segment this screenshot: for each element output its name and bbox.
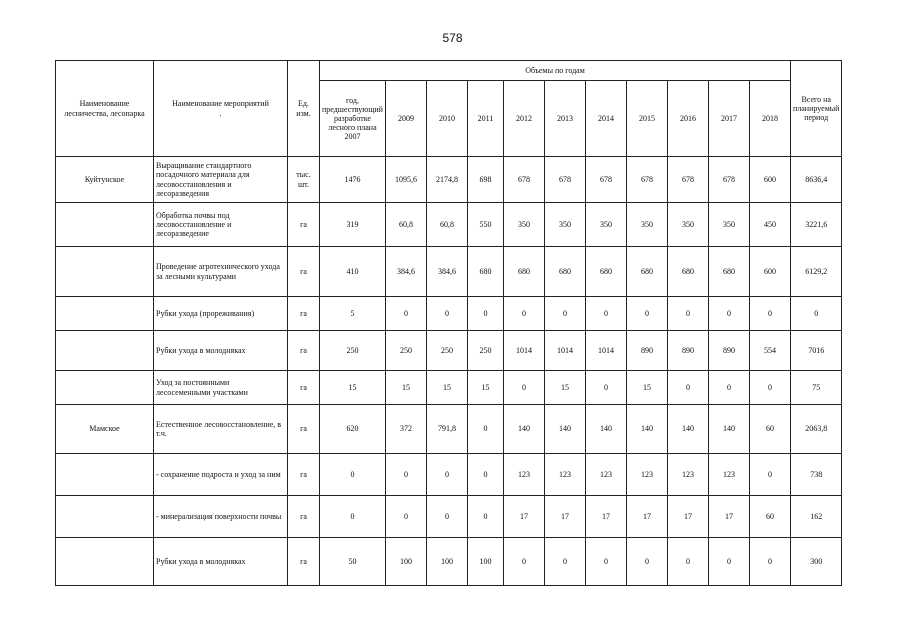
cell-year-value: 0: [426, 496, 467, 538]
cell-year-value: 0: [749, 538, 790, 586]
cell-forestry: [56, 371, 154, 405]
cell-year-value: 2174,8: [426, 157, 467, 203]
cell-activity: Рубки ухода (прореживания): [154, 297, 288, 331]
header-year: 2010: [426, 81, 467, 157]
cell-year-value: 0: [667, 538, 708, 586]
cell-year-value: 0: [544, 538, 585, 586]
cell-year-value: 350: [708, 203, 749, 247]
cell-activity: Проведение агротехнического ухода за лесными культурами: [154, 247, 288, 297]
forestry-plan-table: [55, 60, 842, 586]
cell-year-value: 17: [708, 496, 749, 538]
cell-year-value: 123: [626, 454, 667, 496]
header-year: 2013: [544, 81, 585, 157]
header-year: 2012: [503, 81, 544, 157]
header-base-year: год, предшествующий разработке лесного плана 2007: [320, 81, 386, 157]
cell-year-value: 0: [708, 297, 749, 331]
cell-year-value: 17: [667, 496, 708, 538]
cell-total: 162: [790, 496, 841, 538]
cell-activity: - сохранение подроста и уход за ним: [154, 454, 288, 496]
cell-year-value: 550: [467, 203, 503, 247]
cell-year-value: 0: [467, 405, 503, 454]
cell-year-value: 60,8: [426, 203, 467, 247]
cell-year-value: 140: [626, 405, 667, 454]
cell-base-year: 250: [320, 331, 386, 371]
cell-year-value: 350: [626, 203, 667, 247]
cell-unit: га: [288, 405, 320, 454]
table-row: [56, 247, 842, 297]
cell-year-value: 600: [749, 247, 790, 297]
cell-total: 2063,8: [790, 405, 841, 454]
cell-year-value: 15: [467, 371, 503, 405]
cell-year-value: 0: [749, 371, 790, 405]
cell-year-value: 791,8: [426, 405, 467, 454]
cell-year-value: 890: [626, 331, 667, 371]
cell-unit: га: [288, 454, 320, 496]
table-row: [56, 496, 842, 538]
cell-year-value: 680: [585, 247, 626, 297]
cell-base-year: 1476: [320, 157, 386, 203]
cell-year-value: 17: [626, 496, 667, 538]
table-row: [56, 157, 842, 203]
cell-year-value: 15: [626, 371, 667, 405]
table-row: [56, 405, 842, 454]
cell-year-value: 100: [467, 538, 503, 586]
cell-base-year: 50: [320, 538, 386, 586]
header-year: 2016: [667, 81, 708, 157]
cell-year-value: 15: [544, 371, 585, 405]
cell-unit: га: [288, 538, 320, 586]
header-year: 2011: [467, 81, 503, 157]
cell-year-value: 0: [585, 538, 626, 586]
cell-year-value: 680: [626, 247, 667, 297]
cell-year-value: 123: [503, 454, 544, 496]
header-total: Всего на планируемый период: [790, 61, 841, 157]
cell-forestry: [56, 331, 154, 371]
cell-year-value: 680: [544, 247, 585, 297]
cell-forestry: [56, 203, 154, 247]
header-unit: Ед. изм.: [288, 61, 320, 157]
cell-unit: га: [288, 203, 320, 247]
cell-year-value: 384,6: [385, 247, 426, 297]
cell-year-value: 250: [467, 331, 503, 371]
cell-year-value: 0: [385, 297, 426, 331]
cell-total: 6129,2: [790, 247, 841, 297]
cell-year-value: 123: [585, 454, 626, 496]
cell-year-value: 350: [503, 203, 544, 247]
cell-total: 3221,6: [790, 203, 841, 247]
cell-year-value: 0: [426, 454, 467, 496]
cell-forestry: [56, 454, 154, 496]
table-row: [56, 203, 842, 247]
table-row: [56, 297, 842, 331]
cell-activity: Рубки ухода в молодняках: [154, 331, 288, 371]
header-forestry: Наименование лесничества, лесопарка: [56, 61, 154, 157]
cell-year-value: 0: [385, 496, 426, 538]
cell-year-value: 350: [585, 203, 626, 247]
cell-year-value: 123: [708, 454, 749, 496]
table-row: [56, 331, 842, 371]
cell-year-value: 0: [749, 454, 790, 496]
cell-year-value: 680: [708, 247, 749, 297]
cell-unit: тыс. шт.: [288, 157, 320, 203]
cell-base-year: 5: [320, 297, 386, 331]
cell-year-value: 678: [503, 157, 544, 203]
cell-forestry: [56, 496, 154, 538]
header-activity-mark: .: [219, 108, 222, 118]
cell-year-value: 250: [385, 331, 426, 371]
table-header: [56, 61, 842, 157]
table-row: [56, 454, 842, 496]
cell-year-value: 1014: [503, 331, 544, 371]
cell-year-value: 678: [708, 157, 749, 203]
cell-year-value: 140: [708, 405, 749, 454]
cell-year-value: 0: [385, 454, 426, 496]
cell-unit: га: [288, 496, 320, 538]
cell-year-value: 0: [467, 496, 503, 538]
cell-unit: га: [288, 247, 320, 297]
cell-year-value: 100: [426, 538, 467, 586]
cell-year-value: 140: [667, 405, 708, 454]
cell-total: 300: [790, 538, 841, 586]
cell-year-value: 698: [467, 157, 503, 203]
cell-year-value: 0: [544, 297, 585, 331]
cell-year-value: 678: [585, 157, 626, 203]
cell-year-value: 123: [544, 454, 585, 496]
cell-year-value: 350: [667, 203, 708, 247]
cell-year-value: 140: [585, 405, 626, 454]
cell-base-year: 319: [320, 203, 386, 247]
header-year: 2015: [626, 81, 667, 157]
table-body: [56, 157, 842, 586]
cell-year-value: 678: [667, 157, 708, 203]
cell-year-value: 450: [749, 203, 790, 247]
cell-year-value: 0: [626, 538, 667, 586]
cell-year-value: 680: [467, 247, 503, 297]
cell-activity: Уход за постоянными лесосеменными участками: [154, 371, 288, 405]
cell-year-value: 0: [467, 297, 503, 331]
cell-unit: га: [288, 297, 320, 331]
cell-year-value: 680: [667, 247, 708, 297]
table-row: [56, 371, 842, 405]
cell-year-value: 350: [544, 203, 585, 247]
header-year: 2009: [385, 81, 426, 157]
cell-year-value: 0: [585, 371, 626, 405]
cell-total: 738: [790, 454, 841, 496]
cell-activity: Выращивание стандартного посадочного материала для лесовосстановления и лесоразведения: [154, 157, 288, 203]
cell-total: 8636,4: [790, 157, 841, 203]
header-years-group: Объемы по годам: [320, 61, 791, 81]
cell-year-value: 600: [749, 157, 790, 203]
header-year: 2014: [585, 81, 626, 157]
cell-year-value: 0: [467, 454, 503, 496]
cell-year-value: 140: [544, 405, 585, 454]
cell-total: 0: [790, 297, 841, 331]
cell-year-value: 140: [503, 405, 544, 454]
cell-year-value: 0: [749, 297, 790, 331]
cell-year-value: 384,6: [426, 247, 467, 297]
cell-year-value: 554: [749, 331, 790, 371]
cell-base-year: 410: [320, 247, 386, 297]
cell-year-value: 0: [503, 297, 544, 331]
cell-year-value: 0: [667, 371, 708, 405]
cell-total: 7016: [790, 331, 841, 371]
cell-year-value: 60: [749, 405, 790, 454]
cell-year-value: 15: [385, 371, 426, 405]
cell-forestry: Куйтунское: [56, 157, 154, 203]
cell-year-value: 0: [585, 297, 626, 331]
cell-year-value: 678: [544, 157, 585, 203]
cell-year-value: 123: [667, 454, 708, 496]
cell-year-value: 0: [667, 297, 708, 331]
cell-forestry: [56, 297, 154, 331]
cell-unit: га: [288, 371, 320, 405]
cell-year-value: 17: [503, 496, 544, 538]
cell-year-value: 17: [585, 496, 626, 538]
header-year: 2018: [749, 81, 790, 157]
cell-year-value: 17: [544, 496, 585, 538]
cell-base-year: 620: [320, 405, 386, 454]
cell-year-value: 100: [385, 538, 426, 586]
cell-year-value: 15: [426, 371, 467, 405]
cell-activity: Рубки ухода в молодняках: [154, 538, 288, 586]
cell-year-value: 1095,6: [385, 157, 426, 203]
cell-year-value: 0: [626, 297, 667, 331]
cell-year-value: 680: [503, 247, 544, 297]
table-row: [56, 538, 842, 586]
cell-year-value: 0: [503, 538, 544, 586]
cell-year-value: 890: [667, 331, 708, 371]
header-activity-label: Наименование мероприятий: [172, 99, 269, 109]
cell-activity: Обработка почвы под лесовосстановление и лесоразведение: [154, 203, 288, 247]
cell-forestry: Мамское: [56, 405, 154, 454]
cell-year-value: 678: [626, 157, 667, 203]
cell-year-value: 0: [708, 538, 749, 586]
cell-year-value: 60,8: [385, 203, 426, 247]
cell-year-value: 372: [385, 405, 426, 454]
cell-year-value: 60: [749, 496, 790, 538]
cell-base-year: 15: [320, 371, 386, 405]
page-number: 578: [442, 31, 463, 45]
cell-year-value: 0: [426, 297, 467, 331]
cell-activity: - минерализация поверхности почвы: [154, 496, 288, 538]
cell-forestry: [56, 538, 154, 586]
header-year: 2017: [708, 81, 749, 157]
cell-year-value: 0: [708, 371, 749, 405]
cell-unit: га: [288, 331, 320, 371]
cell-activity: Естественное лесовосстановление, в т.ч.: [154, 405, 288, 454]
cell-base-year: 0: [320, 496, 386, 538]
cell-year-value: 1014: [544, 331, 585, 371]
cell-year-value: 0: [503, 371, 544, 405]
cell-base-year: 0: [320, 454, 386, 496]
cell-total: 75: [790, 371, 841, 405]
cell-year-value: 250: [426, 331, 467, 371]
cell-year-value: 890: [708, 331, 749, 371]
header-activity: [154, 61, 288, 157]
cell-year-value: 1014: [585, 331, 626, 371]
cell-forestry: [56, 247, 154, 297]
